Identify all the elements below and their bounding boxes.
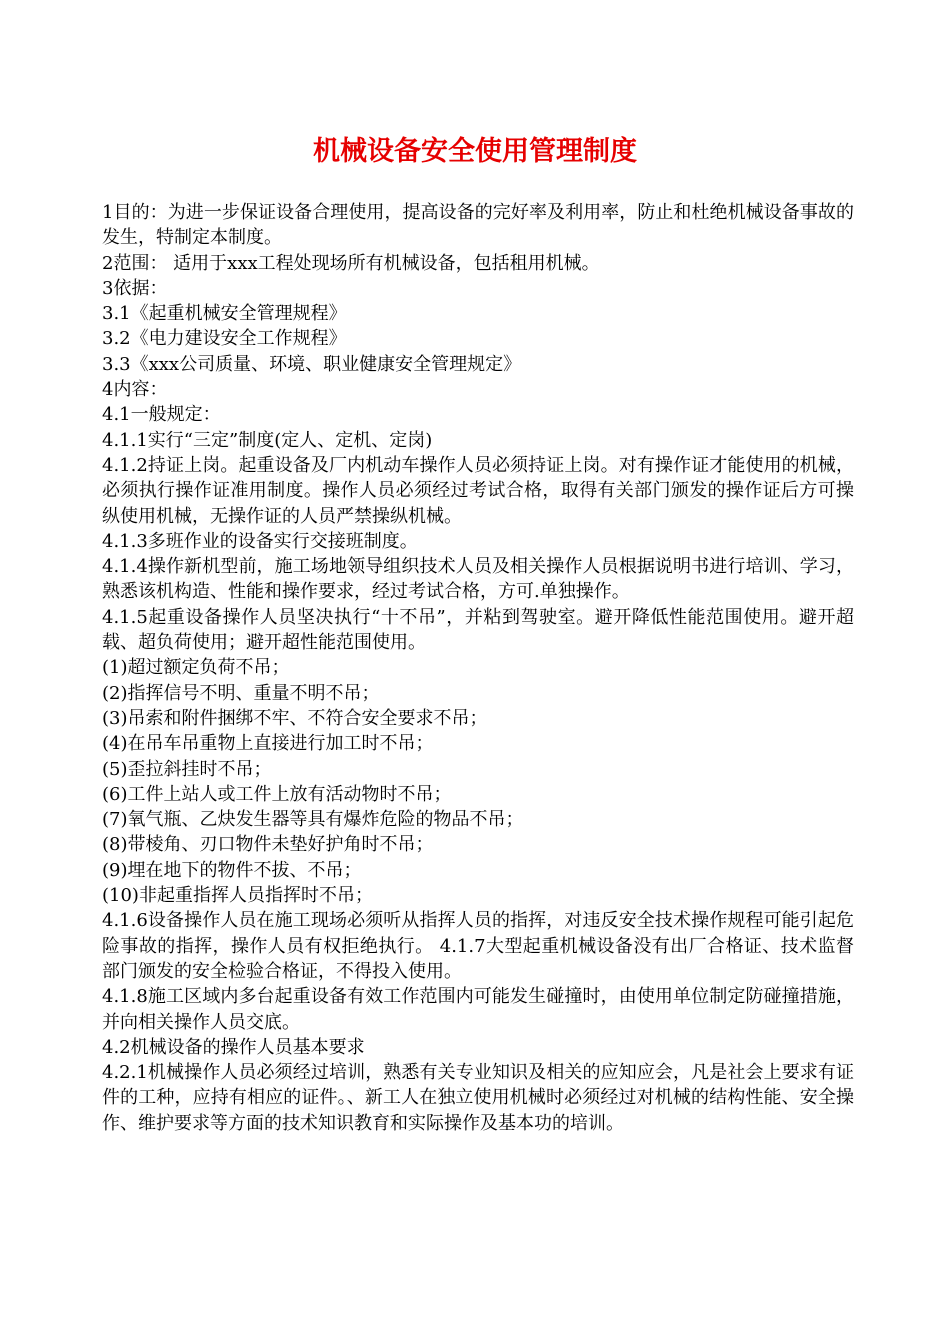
paragraph-content-heading: 4内容：	[102, 379, 168, 401]
paragraph-4-1-1: 4.1.1实行“三定”制度(定人、定机、定岗)	[102, 429, 433, 451]
paragraph-general-rules-heading: 4.1一般规定：	[102, 404, 221, 426]
list-item-rule-3: (3)吊索和附件捆绑不牢、不符合安全要求不吊；	[102, 707, 488, 729]
list-item-rule-5: (5)歪拉斜挂时不吊；	[102, 758, 272, 780]
paragraph-4-2-1: 4.2.1机械操作人员必须经过培训，熟悉有关专业知识及相关的应知应会，凡是社会上要求有证件的工种，应持有相应的证件。、新工人在独立使用机械时必须经过对机械的结构性能、安全操作、维护要求等方面的技术知识教育和实际操作及基本功的培训。	[102, 1062, 854, 1134]
paragraph-basis-3-1: 3.1《起重机械安全管理规程》	[102, 303, 347, 325]
list-item-rule-7: (7)氧气瓶、乙炔发生器等具有爆炸危险的物品不吊；	[102, 809, 524, 831]
paragraph-basis-3-2: 3.2《电力建设安全工作规程》	[102, 328, 347, 350]
paragraph-purpose: 1目的：为进一步保证设备合理使用，提高设备的完好率及利用率，防止和杜绝机械设备事故的发生，特制定本制度。	[102, 202, 854, 249]
list-item-rule-6: (6)工件上站人或工件上放有活动物时不吊；	[102, 783, 452, 805]
paragraph-scope: 2范围： 适用于xxx工程处现场所有机械设备，包括租用机械。	[102, 252, 600, 274]
paragraph-4-1-8: 4.1.8施工区域内多台起重设备有效工作范围内可能发生碰撞时，由使用单位制定防碰撞措施，并向相关操作人员交底。	[102, 986, 854, 1033]
paragraph-basis-heading: 3依据：	[102, 277, 168, 299]
paragraph-4-1-5: 4.1.5起重设备操作人员坚决执行“十不吊”，并粘到驾驶室。避开降低性能范围使用。避开超载、超负荷使用；避开超性能范围使用。	[102, 606, 854, 654]
paragraph-4-1-6: 4.1.6设备操作人员在施工现场必须听从指挥人员的指挥，对违反安全技术操作规程可能引起危险事故的指挥，操作人员有权拒绝执行。 4.1.7大型起重机械设备没有出厂合格证、技术监督部门颁发的安全检验合格证，不得投入使用。	[102, 910, 854, 982]
paragraph-4-1-2: 4.1.2持证上岗。起重设备及厂内机动车操作人员必须持证上岗。对有操作证才能使用的机械，必须执行操作证准用制度。操作人员必须经过考试合格，取得有关部门颁发的操作证后方可操纵使用机械，无操作证的人员严禁操纵机械。	[102, 454, 854, 527]
list-item-rule-4: (4)在吊车吊重物上直接进行加工时不吊；	[102, 733, 434, 755]
list-item-rule-1: (1)超过额定负荷不吊；	[102, 657, 290, 679]
document-body	[102, 200, 854, 1136]
list-item-rule-2: (2)指挥信号不明、重量不明不吊；	[102, 682, 380, 704]
document-title: 机械设备安全使用管理制度	[313, 136, 637, 167]
paragraph-4-2-heading: 4.2机械设备的操作人员基本要求	[102, 1036, 365, 1058]
list-item-rule-9: (9)埋在地下的物件不拔、不吊；	[102, 859, 362, 881]
paragraph-4-1-4: 4.1.4操作新机型前，施工场地领导组织技术人员及相关操作人员根据说明书进行培训、学习，熟悉该机构造、性能和操作要求，经过考试合格，方可.单独操作。	[102, 556, 854, 603]
list-item-rule-8: (8)带棱角、刃口物件未垫好护角时不吊；	[102, 834, 434, 856]
list-item-rule-10: (10)非起重指挥人员指挥时不吊；	[102, 885, 373, 907]
paragraph-4-1-3: 4.1.3多班作业的设备实行交接班制度。	[102, 530, 418, 552]
paragraph-basis-3-3: 3.3《xxx公司质量、环境、职业健康安全管理规定》	[102, 353, 522, 375]
